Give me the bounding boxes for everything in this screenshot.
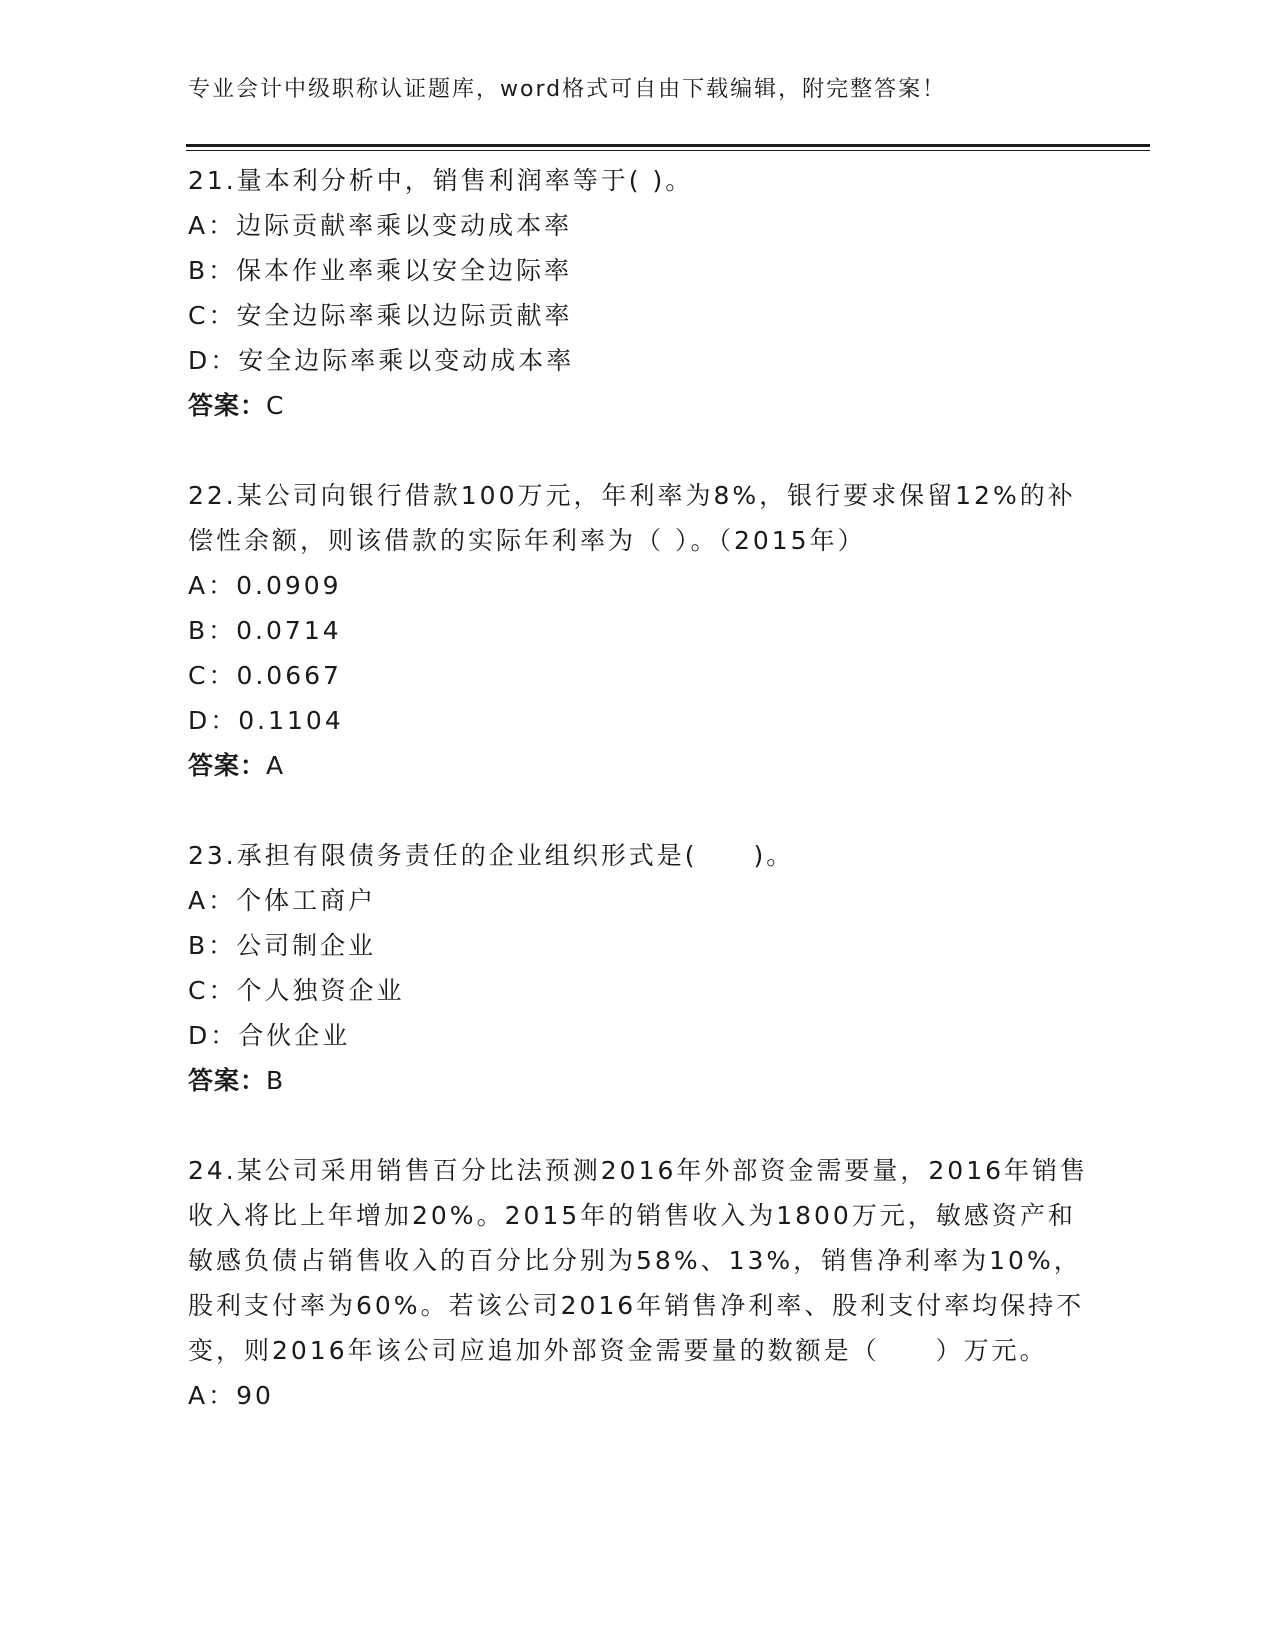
question-stem: 22.某公司向银行借款100万元，年利率为8%，银行要求保留12%的补偿性余额，则该借款的实际年利率为（ ）。（2015年）: [188, 481, 1076, 555]
question-21: [188, 158, 1088, 428]
question-list: [188, 158, 1088, 1418]
question-stem: 21.量本利分析中，销售利润率等于( )。: [188, 166, 694, 195]
question-23: [188, 833, 1088, 1103]
option-c: C：0.0667: [188, 661, 342, 690]
answer-label: 答案：: [188, 751, 267, 780]
option-c: C：安全边际率乘以边际贡献率: [188, 301, 573, 330]
question-22: [188, 473, 1088, 788]
option-a: A：0.0909: [188, 571, 342, 600]
header-rule-thin: [186, 150, 1150, 151]
option-b: B：保本作业率乘以安全边际率: [188, 256, 573, 285]
question-stem: 23.承担有限债务责任的企业组织形式是( )。: [188, 841, 795, 870]
answer-value: A: [266, 751, 285, 780]
option-a: A：90: [188, 1381, 274, 1410]
option-d: D：合伙企业: [188, 1021, 351, 1050]
question-gap: [188, 788, 1088, 833]
answer-line: [188, 383, 1088, 428]
answer-label: 答案：: [188, 1066, 267, 1095]
question-gap: [188, 1103, 1088, 1148]
option-d: D：安全边际率乘以变动成本率: [188, 346, 575, 375]
question-stem: 24.某公司采用销售百分比法预测2016年外部资金需要量，2016年销售收入将比上年增加20%。2015年的销售收入为1800万元，敏感资产和敏感负债占销售收入的百分比分别为58%、13%，销售净利率为10%，股利支付率为60%。若该公司2016年销售净利率、股利支付率均保持不变，则2016年该公司应追加外部资金需要量的数额是（ ）万元。: [188, 1156, 1089, 1365]
question-gap: [188, 428, 1088, 473]
question-24: [188, 1148, 1088, 1418]
option-a: A：边际贡献率乘以变动成本率: [188, 211, 573, 240]
option-b: B：0.0714: [188, 616, 342, 645]
answer-line: [188, 743, 1088, 788]
header-rule-thick: [186, 144, 1150, 147]
option-a: A：个体工商户: [188, 886, 377, 915]
answer-value: B: [266, 1066, 285, 1095]
option-b: B：公司制企业: [188, 931, 377, 960]
option-c: C：个人独资企业: [188, 976, 405, 1005]
option-d: D：0.1104: [188, 706, 344, 735]
answer-value: C: [266, 391, 285, 420]
answer-label: 答案：: [188, 391, 267, 420]
answer-line: [188, 1058, 1088, 1103]
page-header: 专业会计中级职称认证题库，word格式可自由下载编辑，附完整答案！: [188, 77, 947, 102]
